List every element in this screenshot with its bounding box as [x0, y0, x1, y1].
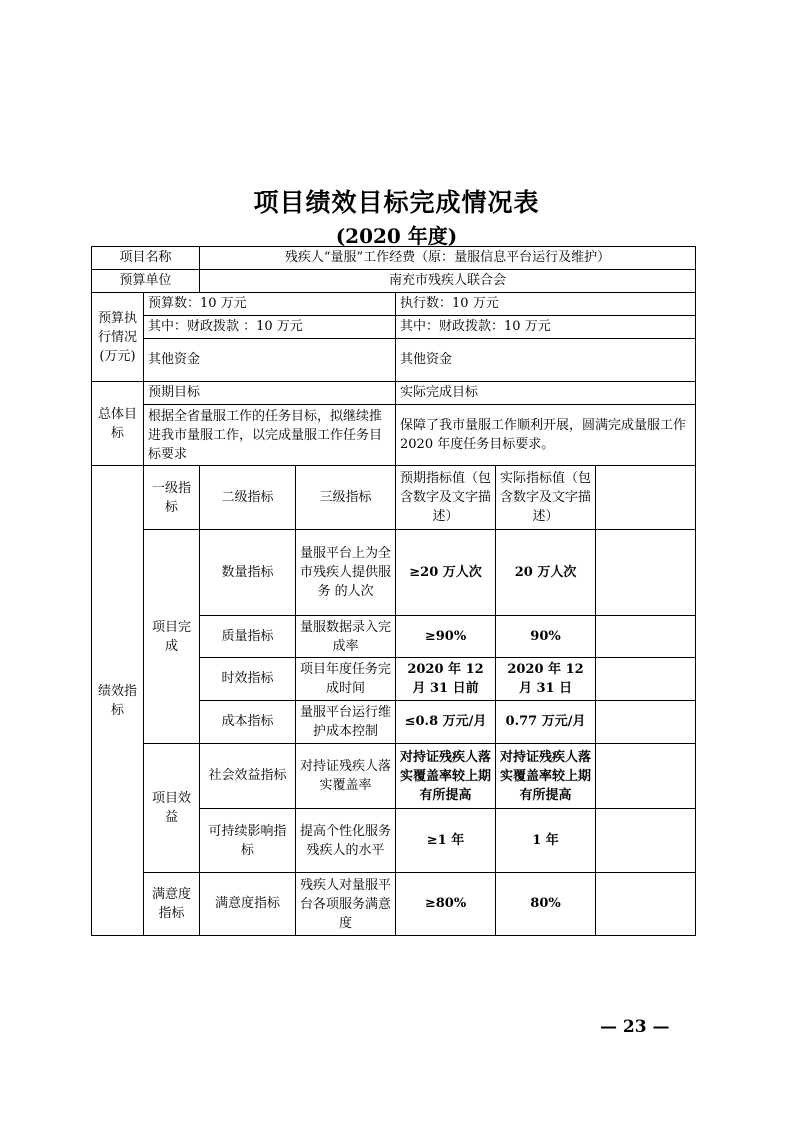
other-funds-planned: 其他资金 [144, 339, 396, 382]
level3-header: 三级指标 [296, 466, 396, 530]
budget-row-planned [92, 293, 696, 316]
budget-row-other [92, 339, 696, 382]
level1-project-benefit: 项目效益 [144, 744, 200, 873]
project-name-row [92, 247, 696, 270]
performance-table [91, 246, 696, 936]
level2-cell: 质量指标 [200, 616, 296, 658]
blank-cell [596, 616, 696, 658]
level1-header: 一级指标 [144, 466, 200, 530]
expected-value-cell: ≤0.8 万元/月 [396, 701, 496, 744]
blank-cell [596, 701, 696, 744]
actual-value-cell: 0.77 万元/月 [496, 701, 596, 744]
budget-unit-row [92, 270, 696, 293]
budget-planned: 预算数：10 万元 [144, 293, 396, 316]
expected-value-cell: ≥1 年 [396, 809, 496, 873]
actual-value-cell: 80% [496, 873, 596, 936]
level2-cell: 成本指标 [200, 701, 296, 744]
indicator-row [92, 530, 696, 616]
level3-cell: 项目年度任务完成时间 [296, 658, 396, 701]
level2-cell: 社会效益指标 [200, 744, 296, 809]
expected-value-cell: ≥20 万人次 [396, 530, 496, 616]
overall-goal-header-row [92, 382, 696, 405]
actual-value-cell: 20 万人次 [496, 530, 596, 616]
level2-cell: 时效指标 [200, 658, 296, 701]
fiscal-executed: 其中：财政拨款：10 万元 [396, 316, 696, 339]
page-subtitle: (2020 年度) [335, 224, 458, 248]
blank-cell [596, 744, 696, 809]
blank-cell [596, 530, 696, 616]
other-funds-executed: 其他资金 [396, 339, 696, 382]
blank-cell [596, 873, 696, 936]
blank-cell [596, 809, 696, 873]
level2-cell: 数量指标 [200, 530, 296, 616]
indicator-row [92, 744, 696, 809]
level2-header: 二级指标 [200, 466, 296, 530]
actual-goal-header: 实际完成目标 [396, 382, 696, 405]
expected-value-header: 预期指标值（包含数字及文字描述） [396, 466, 496, 530]
level1-project-completion: 项目完成 [144, 530, 200, 744]
budget-executed: 执行数：10 万元 [396, 293, 696, 316]
budget-unit-label: 预算单位 [92, 270, 200, 293]
expected-value-cell: 2020 年 12 月 31 日前 [396, 658, 496, 701]
actual-value-cell: 1 年 [496, 809, 596, 873]
actual-value-cell: 对持证残疾人落实覆盖率较上期有所提高 [496, 744, 596, 809]
blank-cell [596, 466, 696, 530]
fiscal-planned: 其中：财政拨款 ：10 万元 [144, 316, 396, 339]
expected-goal-text: 根据全省量服工作的任务目标，拟继续推进我市量服工作，以完成量服工作任务目标要求 [144, 405, 396, 466]
indicator-header-row [92, 466, 696, 530]
expected-value-cell: 对持证残疾人落实覆盖率较上期有所提高 [396, 744, 496, 809]
budget-execution-label: 预算执行情况(万元) [92, 293, 144, 382]
project-name-value: 残疾人“量服”工作经费（原：量服信息平台运行及维护） [200, 247, 696, 270]
level3-cell: 提高个性化服务残疾人的水平 [296, 809, 396, 873]
page-number: — 23 — [600, 1017, 670, 1037]
actual-goal-text: 保障了我市量服工作顺利开展，圆满完成量服工作 2020 年度任务目标要求。 [396, 405, 696, 466]
level2-cell: 满意度指标 [200, 873, 296, 936]
expected-goal-header: 预期目标 [144, 382, 396, 405]
overall-goal-label: 总体目标 [92, 382, 144, 466]
level3-cell: 量服平台运行维护成本控制 [296, 701, 396, 744]
performance-indicator-label: 绩效指标 [92, 466, 144, 936]
indicator-row [92, 873, 696, 936]
expected-value-cell: ≥90% [396, 616, 496, 658]
budget-unit-value: 南充市残疾人联合会 [200, 270, 696, 293]
level1-satisfaction: 满意度指标 [144, 873, 200, 936]
expected-value-cell: ≥80% [396, 873, 496, 936]
page-title: 项目绩效目标完成情况表 [253, 188, 540, 217]
project-name-label: 项目名称 [92, 247, 200, 270]
level2-cell: 可持续影响指标 [200, 809, 296, 873]
overall-goal-text-row [92, 405, 696, 466]
budget-row-fiscal [92, 316, 696, 339]
level3-cell: 对持证残疾人落实覆盖率 [296, 744, 396, 809]
blank-cell [596, 658, 696, 701]
actual-value-cell: 2020 年 12 月 31 日 [496, 658, 596, 701]
level3-cell: 量服平台上为全市残疾人提供服务 的人次 [296, 530, 396, 616]
actual-value-header: 实际指标值（包含数字及文字描述） [496, 466, 596, 530]
actual-value-cell: 90% [496, 616, 596, 658]
level3-cell: 残疾人对量服平台各项服务满意度 [296, 873, 396, 936]
level3-cell: 量服数据录入完成率 [296, 616, 396, 658]
